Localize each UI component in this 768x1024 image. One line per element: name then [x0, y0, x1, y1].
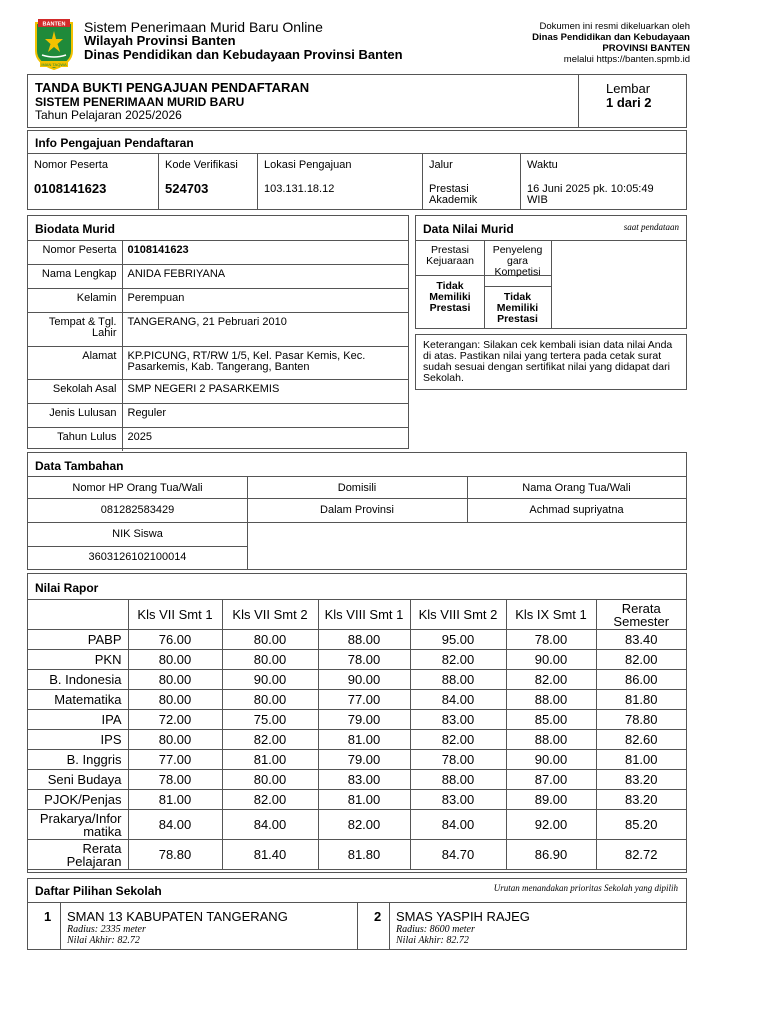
parent-name-label: Nama Orang Tua/Wali: [522, 482, 631, 494]
score-cell: 81.40: [222, 840, 318, 870]
subject-name: Prakarya/Infor matika: [28, 810, 128, 840]
section-note: Urutan menandakan prioritas Sekolah yang dipilih: [493, 883, 678, 893]
time-line-1: 16 Juni 2025 pk. 10:05:49: [527, 183, 654, 195]
document-title-box: [27, 74, 687, 128]
biodata-value: Perempuan: [122, 289, 408, 313]
score-cell: 81.00: [318, 790, 410, 810]
subject-name: B. Inggris: [28, 750, 128, 770]
issuer-line-1: Dokumen ini resmi dikeluarkan oleh: [539, 21, 690, 32]
header-line: Penyeleng: [492, 244, 543, 256]
subject-name: PABP: [28, 630, 128, 650]
choice-school-details: [396, 924, 475, 946]
column-header: Kls IX Smt 1: [506, 600, 596, 630]
score-cell: 78.00: [506, 630, 596, 650]
subject-name: IPS: [28, 730, 128, 750]
biodata-value: TANGERANG, 21 Pebruari 2010: [122, 313, 408, 347]
biodata-label: Kelamin: [28, 289, 122, 313]
competition-organizer-value: [484, 292, 551, 325]
score-cell: 80.00: [222, 690, 318, 710]
score-cell: 82.00: [222, 790, 318, 810]
average-row: [28, 840, 686, 870]
header-issuer: [532, 21, 690, 65]
document-subtitle: SISTEM PENERIMAAN MURID BARU: [35, 95, 245, 109]
value-line: Prestasi: [497, 313, 538, 325]
score-cell: 77.00: [318, 690, 410, 710]
score-cell: 81.80: [318, 840, 410, 870]
score-cell: 82.60: [596, 730, 686, 750]
path-line-2: Akademik: [429, 194, 478, 206]
logo-bottom-text: IMAN TAQWA: [41, 61, 67, 67]
info-time: [521, 154, 686, 210]
sheet-value: 1 dari 2: [606, 95, 652, 110]
subject-name: Seni Budaya: [28, 770, 128, 790]
biodata-row: [28, 265, 408, 289]
header-system-name: Sistem Penerimaan Murid Baru Online: [84, 19, 323, 35]
score-cell: 84.70: [410, 840, 506, 870]
remarks-text: Keterangan: Silakan cek kembali isian data nilai Anda di atas. Pastikan nilai yang tertera pada cetak surat sudah sesuai dengan sertifikat nilai yang didapat dari Sekolah.: [423, 339, 673, 384]
score-cell: 88.00: [410, 770, 506, 790]
score-cell: 90.00: [222, 670, 318, 690]
score-cell: 72.00: [128, 710, 222, 730]
biodata-label: Alamat: [28, 347, 122, 380]
score-cell: 86.90: [506, 840, 596, 870]
choice-school-name: SMAS YASPIH RAJEG: [396, 909, 530, 924]
header-line: Kejuaraan: [426, 255, 474, 267]
header-line: gara: [506, 255, 528, 267]
parent-phone-value: 081282583429: [100, 504, 175, 516]
score-cell: 81.00: [318, 730, 410, 750]
score-cell: 80.00: [222, 770, 318, 790]
choice-radius: Radius: 2335 meter: [67, 924, 146, 935]
score-cell: 83.00: [410, 790, 506, 810]
additional-data-section: [27, 452, 687, 570]
score-cell: 82.00: [410, 650, 506, 670]
biodata-value: 2025: [122, 428, 408, 451]
score-cell: 83.40: [596, 630, 686, 650]
info-participant-number: [28, 154, 159, 210]
subject-row: [28, 750, 686, 770]
biodata-label: Jenis Lulusan: [28, 404, 122, 428]
score-cell: 83.20: [596, 770, 686, 790]
score-cell: 86.00: [596, 670, 686, 690]
info-label: Jalur: [429, 159, 453, 171]
score-cell: 90.00: [506, 650, 596, 670]
subject-row: [28, 630, 686, 650]
banten-emblem-icon: [32, 17, 76, 71]
score-cell: 79.00: [318, 710, 410, 730]
info-value: [527, 184, 654, 206]
section-title: Info Pengajuan Pendaftaran: [35, 136, 194, 150]
section-title: Biodata Murid: [35, 222, 115, 236]
info-verification-code: [159, 154, 258, 210]
score-cell: 82.72: [596, 840, 686, 870]
subject-name: PKN: [28, 650, 128, 670]
sheet-indicator: [578, 75, 688, 127]
score-cell: 83.00: [410, 710, 506, 730]
value-line: Memiliki: [496, 302, 539, 314]
school-choice-section: [27, 878, 687, 950]
score-cell: 82.00: [506, 670, 596, 690]
score-cell: 75.00: [222, 710, 318, 730]
info-path: [423, 154, 521, 210]
biodata-value: 0108141623: [122, 241, 408, 265]
choice-school-details: [67, 924, 146, 946]
biodata-value: ANIDA FEBRIYANA: [122, 265, 408, 289]
biodata-label: Tempat & Tgl. Lahir: [28, 313, 122, 347]
section-title: Daftar Pilihan Sekolah: [35, 884, 162, 898]
section-title: Data Nilai Murid: [423, 222, 514, 236]
score-cell: 81.00: [222, 750, 318, 770]
biodata-row: [28, 241, 408, 265]
column-header: [28, 600, 128, 630]
score-cell: 78.00: [410, 750, 506, 770]
section-title: Data Tambahan: [35, 459, 124, 473]
domicile-label: Domisili: [337, 482, 377, 494]
score-cell: 89.00: [506, 790, 596, 810]
score-cell: 83.00: [318, 770, 410, 790]
subject-row: [28, 790, 686, 810]
subject-name: Matematika: [28, 690, 128, 710]
score-cell: 80.00: [128, 670, 222, 690]
page-header: [30, 14, 690, 72]
score-cell: 81.00: [128, 790, 222, 810]
biodata-row: [28, 313, 408, 347]
score-cell: 79.00: [318, 750, 410, 770]
biodata-table: [28, 240, 408, 451]
subject-row: [28, 650, 686, 670]
subject-name: B. Indonesia: [28, 670, 128, 690]
score-cell: 78.00: [318, 650, 410, 670]
score-cell: 84.00: [410, 690, 506, 710]
info-value: 103.131.18.12: [264, 183, 335, 195]
biodata-value: SMP NEGERI 2 PASARKEMIS: [122, 380, 408, 404]
submission-info-section: [27, 130, 687, 210]
choice-final-score: Nilai Akhir: 82.72: [67, 935, 140, 946]
value-line: Tidak: [503, 291, 532, 303]
score-cell: 77.00: [128, 750, 222, 770]
nik-label: NIK Siswa: [112, 528, 163, 540]
subject-row: [28, 770, 686, 790]
info-label: Nomor Peserta: [34, 159, 108, 171]
biodata-row: [28, 347, 408, 380]
score-cell: 80.00: [128, 690, 222, 710]
remarks-box: [415, 334, 687, 390]
value-line: Tidak: [436, 280, 464, 292]
document-title: TANDA BUKTI PENGAJUAN PENDAFTARAN: [35, 80, 310, 95]
score-cell: 78.80: [596, 710, 686, 730]
column-header: Kls VIII Smt 1: [318, 600, 410, 630]
column-header: Rerata Semester: [596, 600, 686, 630]
info-label: Kode Verifikasi: [165, 159, 238, 171]
value-line: Memiliki: [429, 291, 471, 303]
section-note: saat pendataan: [623, 222, 679, 232]
choice-number: 2: [374, 909, 382, 924]
championship-header: [416, 245, 484, 267]
score-cell: 82.00: [410, 730, 506, 750]
subject-row: [28, 710, 686, 730]
header-agency: Dinas Pendidikan dan Kebudayaan Provinsi Banten: [84, 47, 403, 62]
column-header: Kls VII Smt 2: [222, 600, 318, 630]
subject-row: [28, 690, 686, 710]
competition-organizer-header: [484, 245, 551, 278]
score-cell: 90.00: [318, 670, 410, 690]
score-cell: 84.00: [128, 810, 222, 840]
time-line-2: WIB: [527, 194, 548, 206]
value-line: Prestasi: [429, 302, 471, 314]
score-cell: 88.00: [506, 730, 596, 750]
score-cell: 82.00: [596, 650, 686, 670]
info-label: Waktu: [527, 159, 558, 171]
score-cell: 88.00: [318, 630, 410, 650]
biodata-value: KP.PICUNG, RT/RW 1/5, Kel. Pasar Kemis, Kec. Pasarkemis, Kab. Tangerang, Banten: [122, 347, 408, 380]
parent-phone-label: Nomor HP Orang Tua/Wali: [72, 482, 203, 494]
championship-value: [416, 281, 484, 314]
score-cell: 81.80: [596, 690, 686, 710]
report-card-section: [27, 573, 687, 873]
issuer-url: melalui https://banten.spmb.id: [563, 54, 690, 65]
column-header: Kls VII Smt 1: [128, 600, 222, 630]
score-cell: 80.00: [222, 650, 318, 670]
sheet-label: Lembar: [606, 81, 651, 96]
section-title: Nilai Rapor: [35, 581, 99, 595]
score-cell: 90.00: [506, 750, 596, 770]
issuer-line-3: PROVINSI BANTEN: [602, 43, 690, 54]
choice-radius: Radius: 8600 meter: [396, 924, 475, 935]
parent-name-value: Achmad supriyatna: [529, 504, 624, 516]
subject-name: PJOK/Penjas: [28, 790, 128, 810]
score-cell: 78.00: [128, 770, 222, 790]
score-cell: 82.00: [222, 730, 318, 750]
domicile-value: Dalam Provinsi: [320, 504, 394, 516]
info-label: Lokasi Pengajuan: [264, 159, 352, 171]
score-cell: 88.00: [506, 690, 596, 710]
nik-value: 3603126102100014: [88, 551, 187, 563]
score-cell: 80.00: [128, 730, 222, 750]
student-score-data-section: [415, 215, 687, 329]
biodata-value: Reguler: [122, 404, 408, 428]
biodata-row: [28, 289, 408, 313]
report-card-table: [28, 599, 686, 870]
choice-school-name: SMAN 13 KABUPATEN TANGERANG: [67, 909, 288, 924]
score-cell: 85.00: [506, 710, 596, 730]
score-cell: 82.00: [318, 810, 410, 840]
score-cell: 78.80: [128, 840, 222, 870]
score-cell: 95.00: [410, 630, 506, 650]
score-cell: 84.00: [410, 810, 506, 840]
student-biodata-section: [27, 215, 409, 449]
path-line-1: Prestasi: [429, 183, 469, 195]
biodata-label: Nama Lengkap: [28, 265, 122, 289]
header-line: Prestasi: [431, 244, 469, 256]
biodata-row: [28, 404, 408, 428]
academic-year: Tahun Pelajaran 2025/2026: [35, 108, 182, 122]
biodata-row: [28, 380, 408, 404]
header-region: Wilayah Provinsi Banten: [84, 33, 236, 48]
score-cell: 85.20: [596, 810, 686, 840]
info-value: [429, 184, 477, 206]
biodata-label: Tahun Lulus: [28, 428, 122, 451]
school-choice-list: [28, 902, 686, 949]
biodata-label: Sekolah Asal: [28, 380, 122, 404]
subject-row: [28, 810, 686, 840]
table-header-row: [28, 600, 686, 630]
biodata-label: Nomor Peserta: [28, 241, 122, 265]
score-cell: 80.00: [128, 650, 222, 670]
info-value: 524703: [165, 181, 209, 196]
info-submission-location: [258, 154, 423, 210]
header-line: Kompetisi: [494, 266, 541, 278]
score-cell: 76.00: [128, 630, 222, 650]
score-cell: 80.00: [222, 630, 318, 650]
choice-number: 1: [44, 909, 52, 924]
logo-top-text: BANTEN: [42, 21, 66, 28]
subject-name: Rerata Pelajaran: [28, 840, 128, 870]
subject-name: IPA: [28, 710, 128, 730]
subject-row: [28, 730, 686, 750]
issuer-line-2: Dinas Pendidikan dan Kebudayaan: [532, 32, 690, 43]
achievement-grid: [416, 240, 686, 328]
biodata-row: [28, 428, 408, 451]
score-cell: 81.00: [596, 750, 686, 770]
score-cell: 83.20: [596, 790, 686, 810]
subject-row: [28, 670, 686, 690]
column-header: Kls VIII Smt 2: [410, 600, 506, 630]
score-cell: 87.00: [506, 770, 596, 790]
score-cell: 88.00: [410, 670, 506, 690]
score-cell: 84.00: [222, 810, 318, 840]
choice-final-score: Nilai Akhir: 82.72: [396, 935, 469, 946]
info-value: 0108141623: [34, 181, 107, 196]
score-cell: 92.00: [506, 810, 596, 840]
